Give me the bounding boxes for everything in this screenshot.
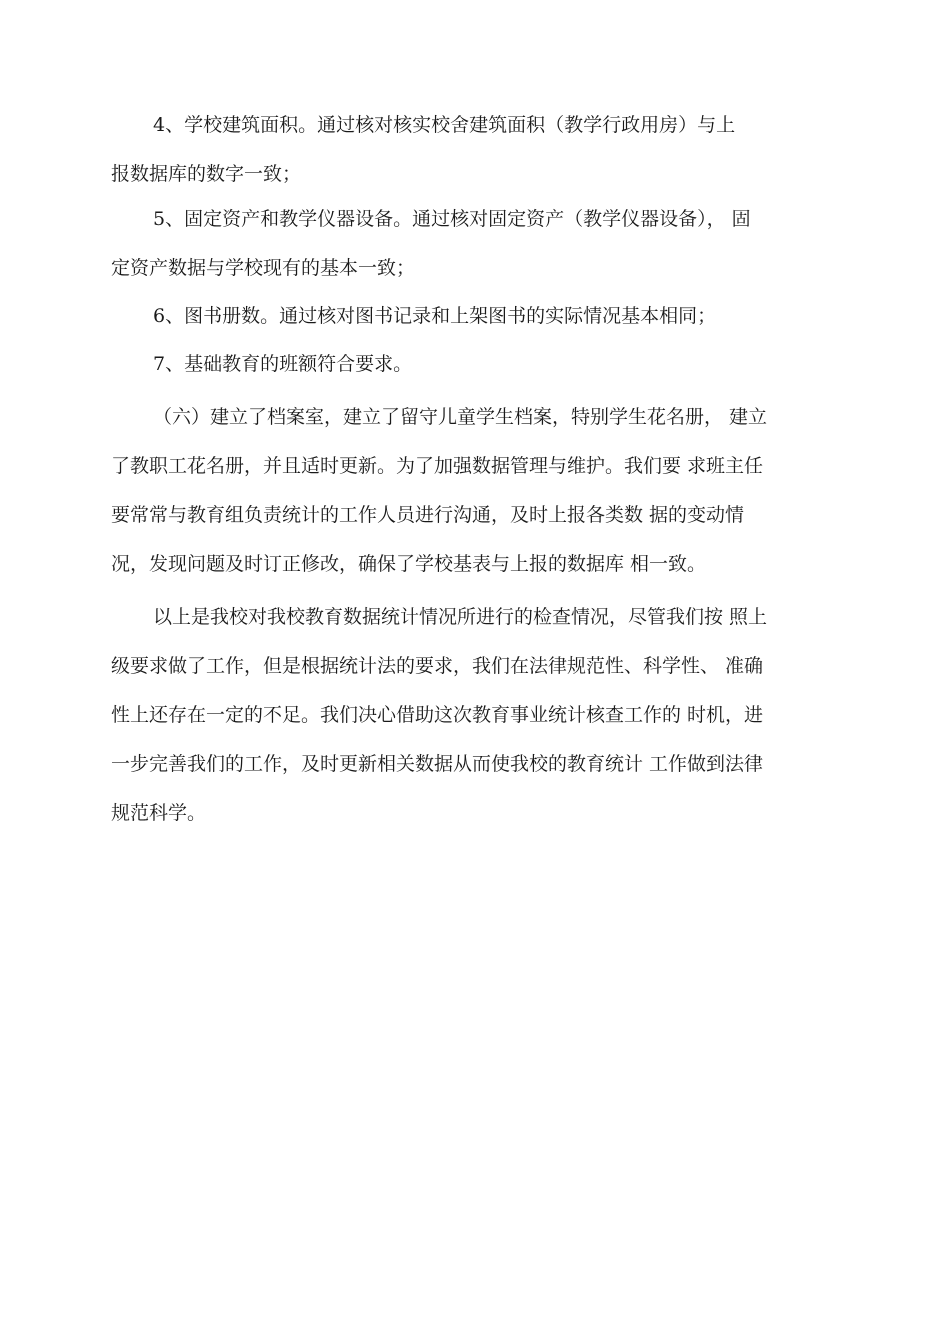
text-line: 5、固定资产和教学仪器设备。通过核对固定资产（教学仪器设备）， 固 <box>153 208 751 230</box>
text-line: 定资产数据与学校现有的基本一致； <box>111 257 416 279</box>
paragraph-fixed-assets <box>111 195 849 293</box>
text-line: 性上还存在一定的不足。我们决心借助这次教育事业统计核查工作的 时机，进 <box>111 704 764 726</box>
paragraph-book-count <box>111 292 849 341</box>
text-line: 规范科学。 <box>111 802 207 824</box>
text-line: （六）建立了档案室，建立了留守儿童学生档案，特别学生花名册， 建立 <box>153 406 768 428</box>
text-line: 一步完善我们的工作，及时更新相关数据从而使我校的教育统计 工作做到法律 <box>111 753 764 775</box>
text-line: 4、学校建筑面积。通过核对核实校舍建筑面积（教学行政用房）与上 <box>153 114 736 136</box>
paragraph-conclusion <box>111 593 849 838</box>
paragraph-building-area <box>111 101 849 199</box>
text-line: 况，发现问题及时订正修改，确保了学校基表与上报的数据库 相一致。 <box>111 553 707 575</box>
text-line: 了教职工花名册，并且适时更新。为了加强数据管理与维护。我们要 求班主任 <box>111 455 764 477</box>
text-line: 报数据库的数字一致； <box>111 163 302 185</box>
text-line: 7、基础教育的班额符合要求。 <box>153 353 413 375</box>
paragraph-archives <box>111 393 849 589</box>
text-line: 以上是我校对我校教育数据统计情况所进行的检查情况，尽管我们按 照上 <box>153 606 768 628</box>
paragraph-class-size <box>111 340 849 389</box>
text-line: 级要求做了工作，但是根据统计法的要求，我们在法律规范性、科学性、 准确 <box>111 655 764 677</box>
text-line: 要常常与教育组负责统计的工作人员进行沟通，及时上报各类数 据的变动情 <box>111 504 745 526</box>
text-line: 6、图书册数。通过核对图书记录和上架图书的实际情况基本相同； <box>153 305 717 327</box>
